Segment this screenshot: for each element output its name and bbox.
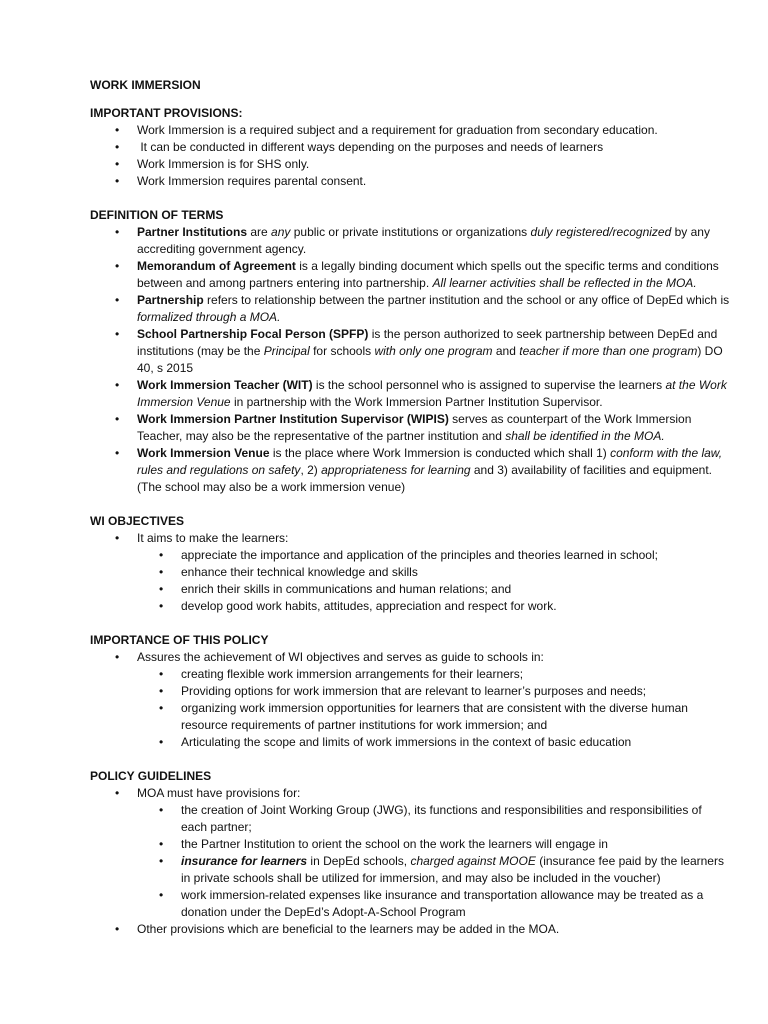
sub-list-item: • develop good work habits, attitudes, appreciation and respect for work. — [90, 598, 730, 615]
objectives-section — [90, 513, 730, 615]
sub-list-item: • appreciate the importance and application of the principles and theories learned in school; — [90, 547, 730, 564]
definition-item: • Work Immersion Partner Institution Supervisor (WIPIS) serves as counterpart of the Work Immersion Teacher, may also be the representative of the partner institution and shall be identified in the MOA. — [90, 411, 730, 445]
objectives-heading: WI OBJECTIVES — [90, 514, 185, 528]
list-item: • Other provisions which are beneficial to the learners may be added in the MOA. — [90, 921, 730, 938]
list-item: • Work Immersion is for SHS only. — [90, 156, 730, 173]
definition-item: • Work Immersion Teacher (WIT) is the school personnel who is assigned to supervise the learners at the Work Immersion Venue in partnership with the Work Immersion Partner Institution Supervisor. — [90, 377, 730, 411]
definition-item: • Partnership refers to relationship between the partner institution and the school or any office of DepEd which is formalized through a MOA. — [90, 292, 730, 326]
definitions-section — [90, 207, 730, 496]
sub-list-item: • organizing work immersion opportunities for learners that are consistent with the diverse human resource requirements of partner institutions for work immersion; and — [90, 700, 730, 734]
guidelines-section — [90, 768, 730, 938]
importance-list — [90, 649, 730, 751]
list-item: • Work Immersion is a required subject and a requirement for graduation from secondary education. — [90, 122, 730, 139]
sub-list-item: • the Partner Institution to orient the school on the work the learners will engage in — [90, 836, 730, 853]
importance-heading: IMPORTANCE OF THIS POLICY — [90, 633, 269, 647]
list-item: • Assures the achievement of WI objectives and serves as guide to schools in: — [90, 649, 730, 666]
list-item: • MOA must have provisions for: — [90, 785, 730, 802]
definition-item: • Work Immersion Venue is the place where Work Immersion is conducted which shall 1) conform with the law, rules and regulations on safety, 2) appropriateness for learning and 3) availability of facilities and equipment. (The school may also be a work immersion venue) — [90, 445, 730, 496]
objectives-list — [90, 530, 730, 615]
definitions-heading: DEFINITION OF TERMS — [90, 208, 224, 222]
title-section — [90, 77, 730, 94]
guidelines-heading: POLICY GUIDELINES — [90, 769, 212, 783]
sub-list-item: • work immersion-related expenses like insurance and transportation allowance may be treated as a donation under the DepEd’s Adopt-A-School Program — [90, 887, 730, 921]
definition-item: • Memorandum of Agreement is a legally binding document which spells out the specific terms and conditions between and among partners entering into partnership. All learner activities shall be reflected in the MOA. — [90, 258, 730, 292]
definitions-list — [90, 224, 730, 496]
document-body — [90, 77, 730, 955]
provisions-section — [90, 105, 730, 190]
guidelines-list — [90, 785, 730, 938]
sub-list-item: • Providing options for work immersion that are relevant to learner’s purposes and needs; — [90, 683, 730, 700]
sub-list-item: • Articulating the scope and limits of work immersions in the context of basic education — [90, 734, 730, 751]
provisions-heading: IMPORTANT PROVISIONS: — [90, 106, 243, 120]
list-item: • It can be conducted in different ways depending on the purposes and needs of learners — [90, 139, 730, 156]
document-title: WORK IMMERSION — [90, 78, 201, 92]
list-item: • It aims to make the learners: — [90, 530, 730, 547]
importance-section — [90, 632, 730, 751]
list-item: • Work Immersion requires parental consent. — [90, 173, 730, 190]
sub-list-item: • enhance their technical knowledge and skills — [90, 564, 730, 581]
provisions-list — [90, 122, 730, 190]
sub-list-item: • insurance for learners in DepEd schools, charged against MOOE (insurance fee paid by the learners in private schools shall be utilized for immersion, and may also be included in the voucher) — [90, 853, 730, 887]
sub-list-item: • the creation of Joint Working Group (JWG), its functions and responsibilities and responsibilities of each partner; — [90, 802, 730, 836]
definition-item: • Partner Institutions are any public or private institutions or organizations duly registered/recognized by any accrediting government agency. — [90, 224, 730, 258]
definition-item: • School Partnership Focal Person (SPFP) is the person authorized to seek partnership between DepEd and institutions (may be the Principal for schools with only one program and teacher if more than one program) DO 40, s 2015 — [90, 326, 730, 377]
sub-list-item: • enrich their skills in communications and human relations; and — [90, 581, 730, 598]
sub-list-item: • creating flexible work immersion arrangements for their learners; — [90, 666, 730, 683]
